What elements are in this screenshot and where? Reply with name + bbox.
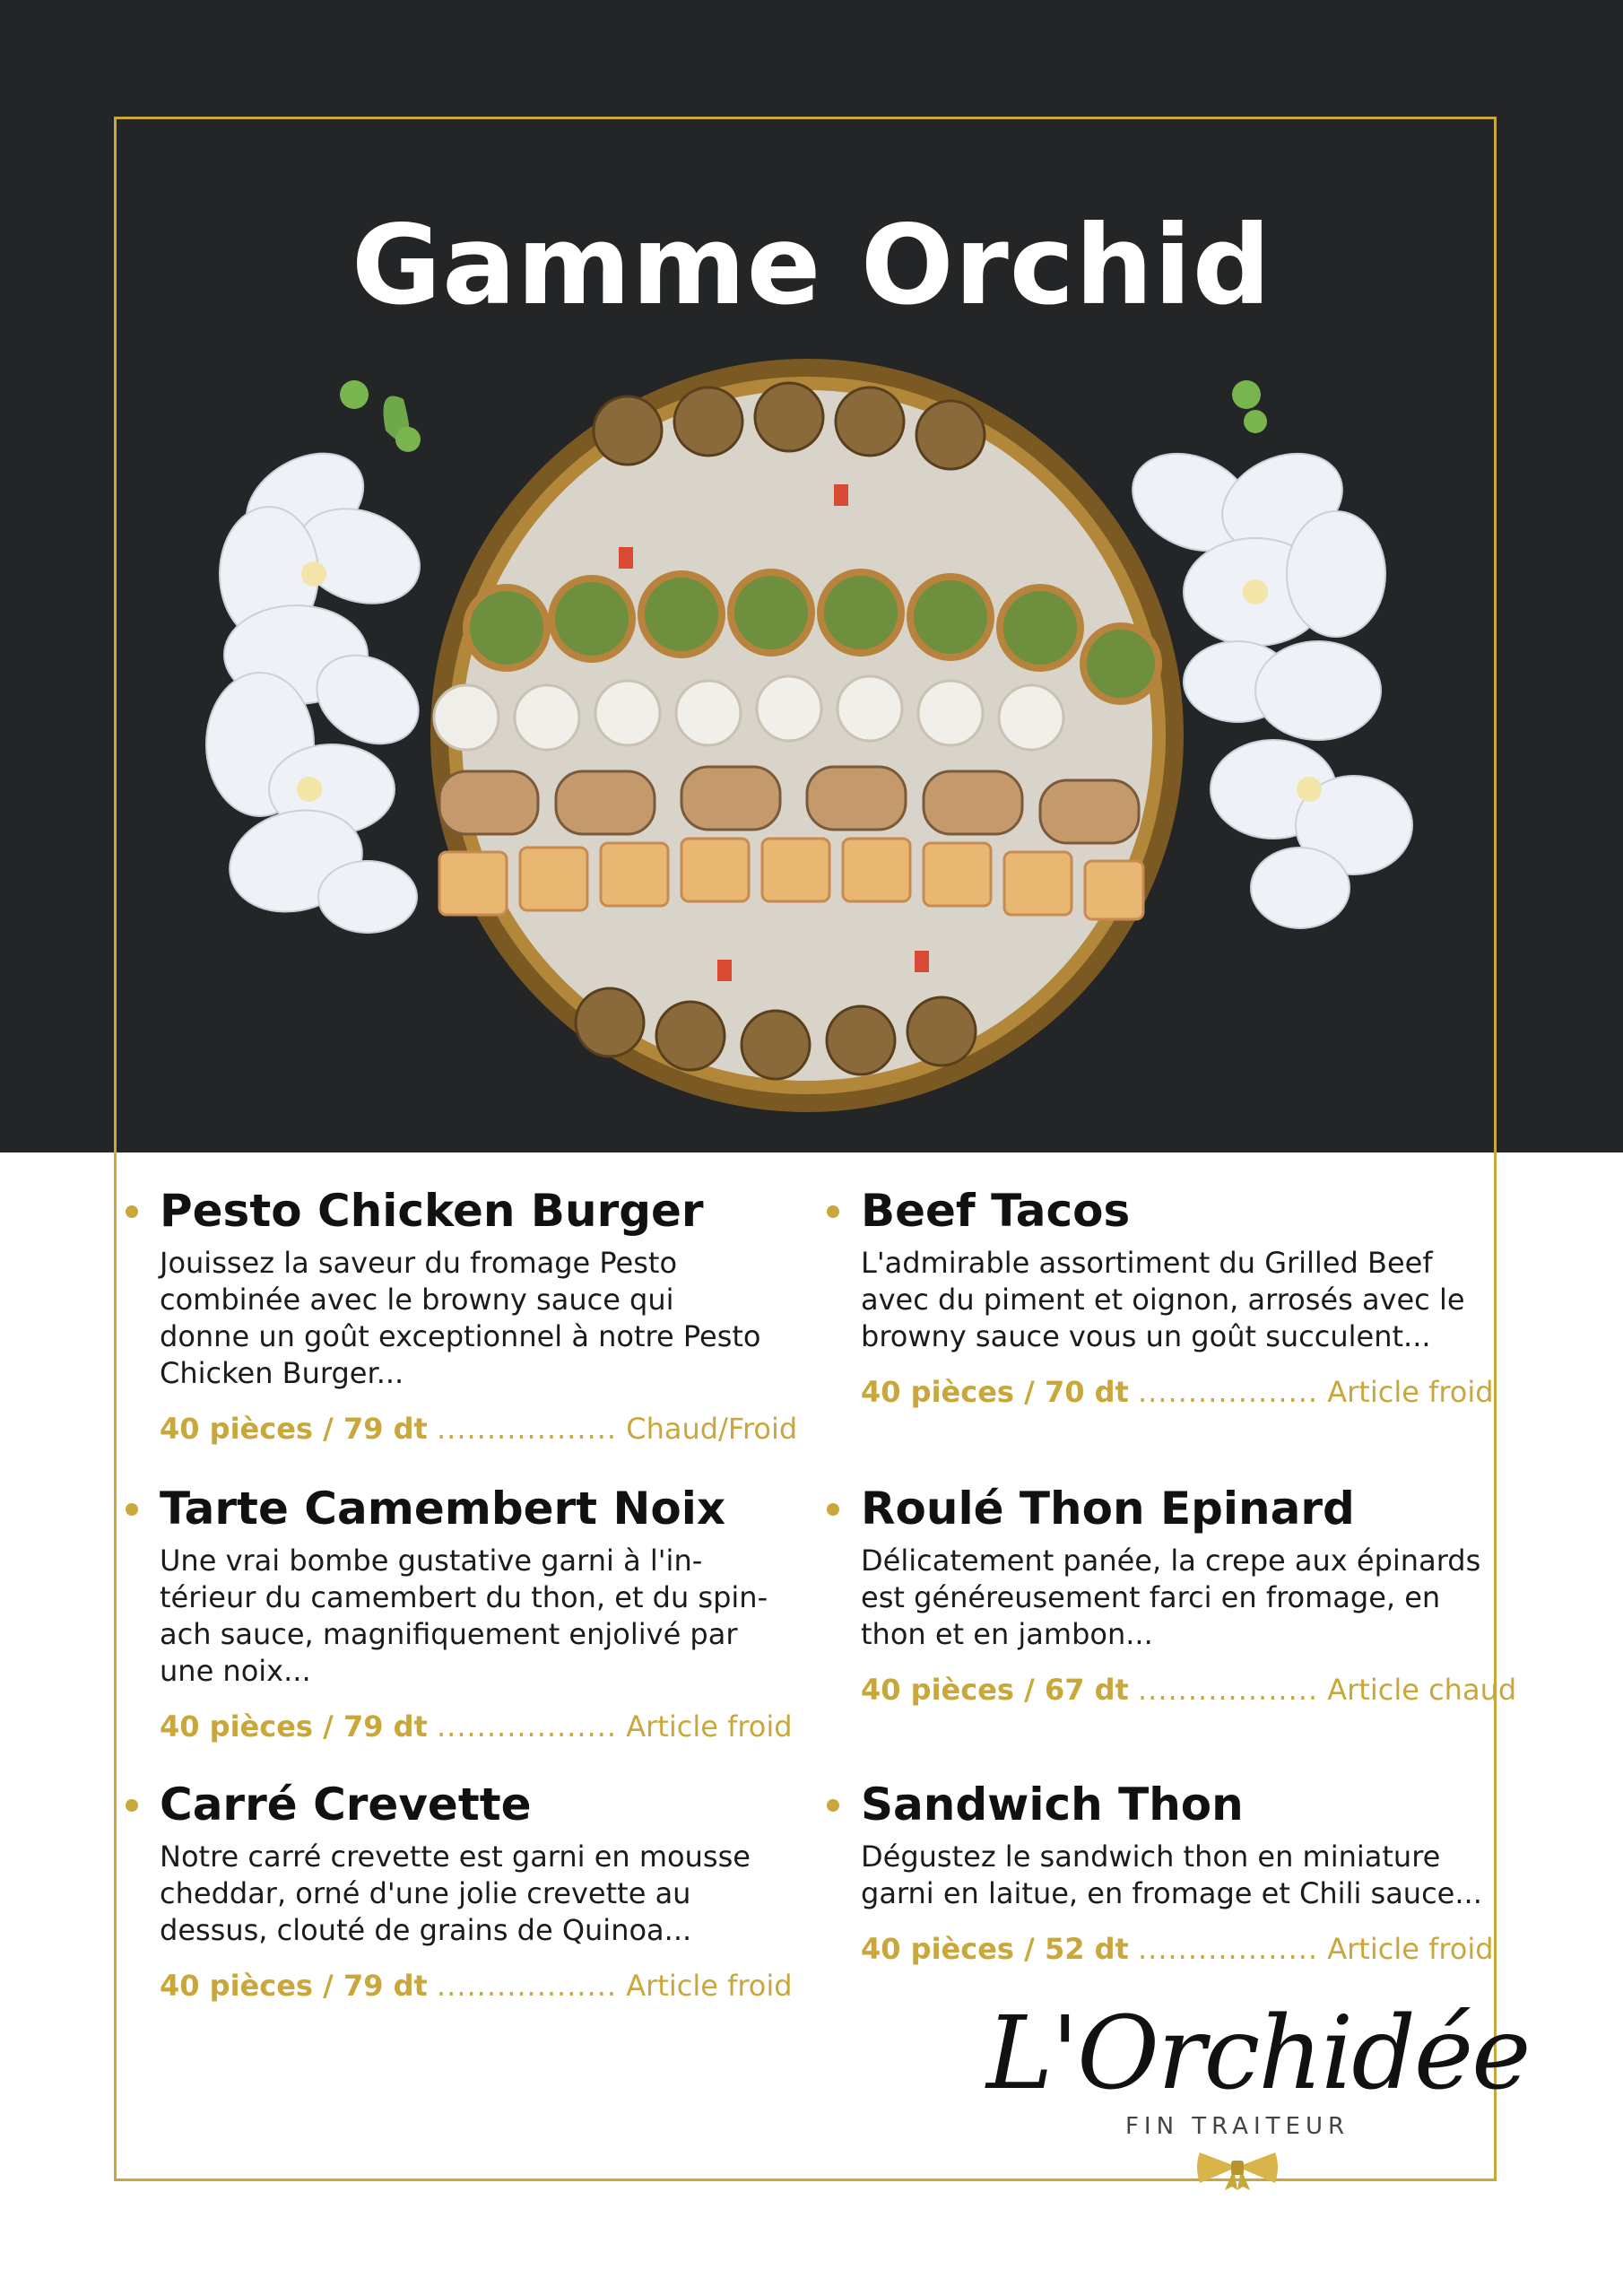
platter-icon [430,359,1184,1112]
item-description: L'admirable assortiment du Grilled Beef avec du piment et oignon, arrosés avec le browny sauce vous un goût succulent... [861,1246,1465,1353]
bullet-icon [126,1799,138,1812]
menu-item-beef-tacos [861,1184,1494,1409]
item-price-line [160,1709,793,1744]
item-type: Article froid [1327,1375,1494,1409]
bow-icon [1193,2149,1282,2190]
brand-logo [986,1996,1530,2190]
menu-item-tarte-camembert-noix [160,1482,793,1744]
item-description: Notre carré crevette est garni en mousse cheddar, orné d'une jolie crevette au dessus, clouté de grains de Quinoa... [160,1839,751,1947]
item-description: Dégustez le sandwich thon en miniature garni en laitue, en fromage et Chili sauce... [861,1839,1482,1910]
menu-item-sandwich-thon [861,1778,1494,1966]
bullet-icon [827,1799,839,1812]
item-description: Délicatement panée, la crepe aux épinards est généreusement farci en fromage, en thon et en jambon... [861,1544,1481,1651]
item-name: Beef Tacos [861,1185,1131,1237]
dot-leader: .................. [1137,1673,1319,1707]
item-price-line [861,1673,1517,1707]
item-name: Carré Crevette [160,1779,532,1831]
item-description: Jouissez la saveur du fromage Pesto combinée avec le browny sauce qui donne un goût exceptionnel à notre Pesto Chicken Burger... [160,1246,761,1390]
item-price-line [861,1375,1494,1409]
item-price-line [861,1932,1494,1966]
dot-leader: .................. [1137,1932,1319,1966]
item-name: Tarte Camembert Noix [160,1483,726,1535]
item-type: Chaud/Froid [626,1412,798,1446]
item-name: Roulé Thon Epinard [861,1483,1355,1535]
item-name: Sandwich Thon [861,1779,1244,1831]
menu-item-carre-crevette [160,1778,793,2003]
bullet-icon [126,1205,138,1218]
bullet-icon [827,1205,839,1218]
item-description: Une vrai bombe gustative garni à l'in- térieur du camembert du thon, et du spin- ach sauce, magnifiquement enjolivé par une noix... [160,1544,768,1688]
dot-leader: .................. [436,1412,618,1446]
item-name: Pesto Chicken Burger [160,1185,704,1237]
item-type: Article froid [1327,1932,1494,1966]
dot-leader: .................. [1137,1375,1319,1409]
dot-leader: .................. [436,1969,618,2003]
orchid-left-icon [206,380,434,933]
item-price: 40 pièces / 70 dt [861,1375,1129,1409]
dot-leader: .................. [436,1709,618,1744]
item-type: Article froid [626,1709,793,1744]
item-price: 40 pièces / 67 dt [861,1673,1129,1707]
brand-subtitle: FIN TRAITEUR [1124,2113,1350,2140]
item-price-line [160,1969,793,2003]
menu-item-pesto-chicken-burger [160,1184,798,1446]
menu-item-roule-thon-epinard [861,1482,1517,1707]
bullet-icon [827,1503,839,1516]
item-type: Article froid [626,1969,793,2003]
item-price: 40 pièces / 79 dt [160,1709,428,1744]
bullet-icon [126,1503,138,1516]
item-type: Article chaud [1327,1673,1517,1707]
page-title: Gamme Orchid [351,202,1272,329]
item-price-line [160,1412,798,1446]
item-price: 40 pièces / 79 dt [160,1412,428,1446]
item-price: 40 pièces / 52 dt [861,1932,1129,1966]
item-price: 40 pièces / 79 dt [160,1969,428,2003]
brand-name: L'Orchidée [986,1996,1530,2112]
